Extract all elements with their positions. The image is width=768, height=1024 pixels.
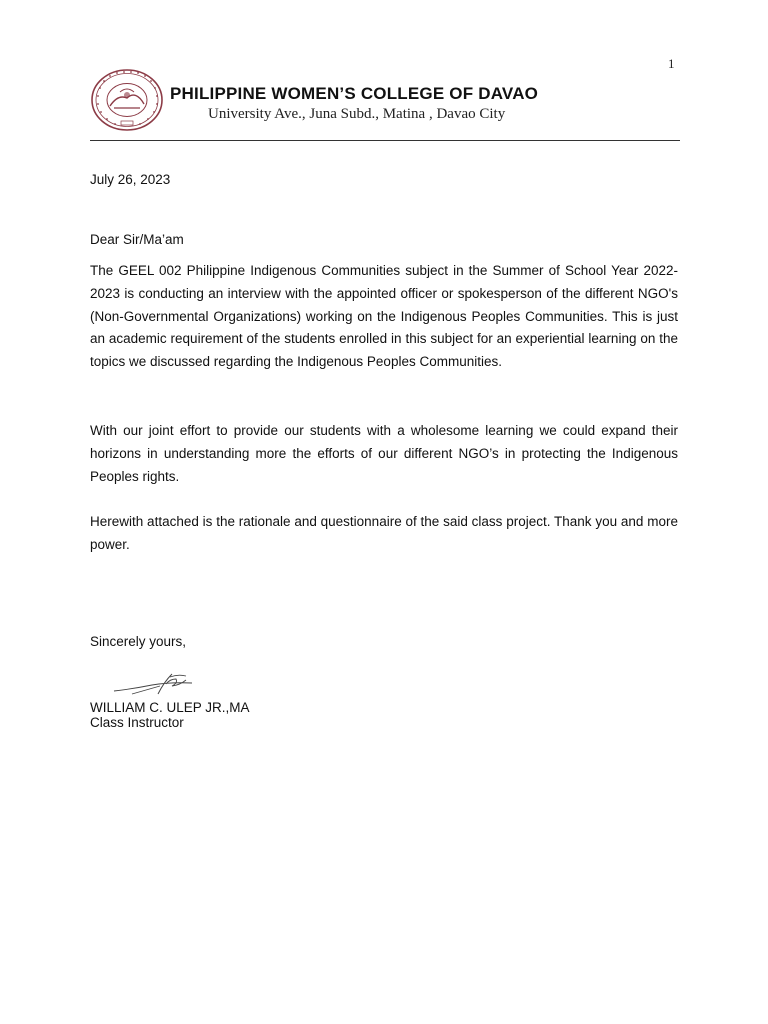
college-address: University Ave., Juna Subd., Matina , Davao City xyxy=(208,106,506,122)
college-seal-icon xyxy=(90,68,164,132)
body-paragraph-3: Herewith attached is the rationale and questionnaire of the said class project. Thank you and more power. xyxy=(90,514,678,552)
body-paragraph-1: The GEEL 002 Philippine Indigenous Communities subject in the Summer of School Year 2022-2023 is conducting an interview with the appointed officer or spokesperson of the different NGO's (Non-Governmental Organizations) working on the Indigenous Peoples Communities. This is just an academic requirement of the students enrolled in this subject for an experiential learning on the topics we discussed regarding the Indigenous Peoples Communities. xyxy=(90,263,678,370)
handwritten-signature xyxy=(112,670,194,698)
letter-date: July 26, 2023 xyxy=(90,172,171,187)
closing: Sincerely yours, xyxy=(90,634,187,649)
salutation: Dear Sir/Ma’am xyxy=(90,232,184,247)
body-paragraph-2: With our joint effort to provide our students with a wholesome learning we could expand their horizons in understanding more the efforts of our different NGO’s in protecting the Indigenous Peoples rights. xyxy=(90,423,678,484)
signer-title: Class Instructor xyxy=(90,715,184,730)
header-divider xyxy=(90,140,680,141)
college-name: PHILIPPINE WOMEN’S COLLEGE OF DAVAO xyxy=(170,84,539,103)
signer-name: WILLIAM C. ULEP JR.,MA xyxy=(90,700,250,715)
page-number: 1 xyxy=(668,56,675,71)
